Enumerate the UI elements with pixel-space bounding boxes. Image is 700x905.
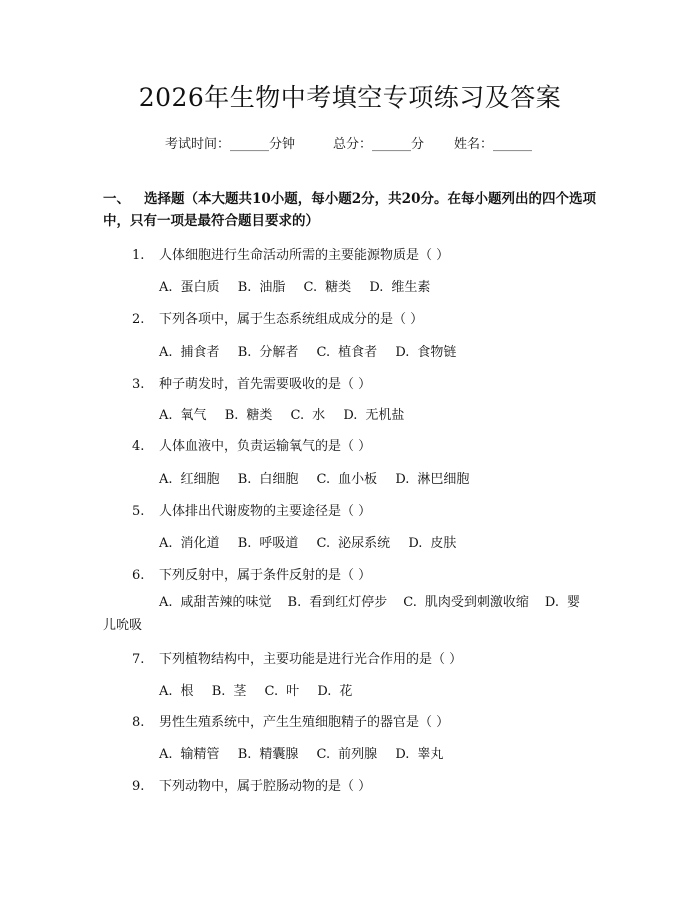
- question-text: 人体排出代谢废物的主要途径是（ ）: [159, 504, 372, 519]
- option-d: D. 维生素: [369, 280, 431, 295]
- page-title: 2026年生物中考填空专项练习及答案: [138, 83, 562, 112]
- question-5-options: [159, 532, 470, 551]
- option-b: B. 呼吸道: [237, 536, 299, 551]
- option-d: D. 皮肤: [408, 536, 457, 551]
- question-number: 5.: [132, 504, 145, 519]
- question-text: 人体血液中，负责运输氧气的是（ ）: [159, 439, 372, 454]
- option-b: B. 看到红灯停步: [287, 595, 388, 610]
- question-number: 9.: [132, 779, 145, 794]
- option-c: C. 泌尿系统: [316, 536, 391, 551]
- question-3-options: [159, 404, 418, 423]
- option-b: B. 糖类: [224, 408, 273, 423]
- option-d: D. 淋巴细胞: [395, 472, 470, 487]
- option-d: D. 食物链: [395, 345, 457, 360]
- option-b: B. 油脂: [237, 280, 286, 295]
- option-d: D. 婴儿吮吸: [103, 595, 580, 633]
- option-d: D. 花: [317, 684, 353, 699]
- total-score-field: 总分：______分: [333, 137, 425, 152]
- question-7: [132, 648, 462, 667]
- option-b: B. 分解者: [237, 345, 299, 360]
- question-text: 下列动物中，属于腔肠动物的是（ ）: [159, 779, 372, 794]
- option-a: A. 消化道: [159, 536, 220, 551]
- question-5: [132, 500, 371, 519]
- option-a: A. 输精管: [159, 747, 220, 762]
- question-4: [132, 435, 371, 454]
- option-d: D. 睾丸: [395, 747, 444, 762]
- option-c: C. 叶: [264, 684, 300, 699]
- option-c: C. 前列腺: [316, 747, 378, 762]
- option-d: D. 无机盐: [343, 408, 405, 423]
- question-3: [132, 373, 371, 392]
- question-text: 人体细胞进行生命活动所需的主要能源物质是（ ）: [159, 248, 450, 263]
- section-number: 一、: [103, 191, 130, 207]
- question-2: [132, 308, 423, 327]
- question-8-options: [159, 743, 457, 762]
- option-c: C. 血小板: [316, 472, 378, 487]
- name-field: 姓名：______: [454, 137, 533, 152]
- option-b: B. 精囊腺: [237, 747, 299, 762]
- question-6: [132, 564, 371, 583]
- section-heading: [103, 188, 603, 232]
- question-number: 4.: [132, 439, 145, 454]
- option-c: C. 糖类: [303, 280, 352, 295]
- question-2-options: [159, 341, 470, 360]
- exam-meta: [165, 133, 532, 152]
- question-text: 下列植物结构中，主要功能是进行光合作用的是（ ）: [159, 652, 463, 667]
- question-1: [132, 244, 449, 263]
- option-b: B. 茎: [211, 684, 247, 699]
- section-instructions: 选择题（本大题共10小题，每小题2分，共20分。在每小题列出的四个选项中，只有一项是最符合题目要求的）: [103, 191, 596, 229]
- question-number: 1.: [132, 248, 145, 263]
- question-number: 6.: [132, 568, 145, 583]
- option-a: A. 氧气: [159, 408, 207, 423]
- question-number: 7.: [132, 652, 145, 667]
- option-a: A. 蛋白质: [159, 280, 220, 295]
- question-number: 8.: [132, 715, 145, 730]
- question-text: 下列各项中，属于生态系统组成成分的是（ ）: [159, 312, 424, 327]
- question-text: 男性生殖系统中，产生生殖细胞精子的器官是（ ）: [159, 715, 450, 730]
- option-a: A. 捕食者: [159, 345, 220, 360]
- option-b: B. 白细胞: [237, 472, 299, 487]
- option-c: C. 植食者: [316, 345, 378, 360]
- option-c: C. 肌肉受到刺激收缩: [403, 595, 529, 610]
- option-c: C. 水: [290, 408, 326, 423]
- option-a: A. 咸甜苦辣的味觉: [159, 595, 272, 610]
- question-text: 种子萌发时，首先需要吸收的是（ ）: [159, 377, 372, 392]
- question-4-options: [159, 468, 483, 487]
- question-1-options: [159, 276, 444, 295]
- question-number: 2.: [132, 312, 145, 327]
- question-6-options: [103, 591, 588, 637]
- option-a: A. 根: [159, 684, 194, 699]
- exam-time-field: 考试时间：______分钟: [165, 137, 296, 152]
- question-number: 3.: [132, 377, 145, 392]
- question-text: 下列反射中，属于条件反射的是（ ）: [159, 568, 372, 583]
- question-8: [132, 711, 449, 730]
- option-a: A. 红细胞: [159, 472, 220, 487]
- question-9: [132, 775, 371, 794]
- question-7-options: [159, 680, 366, 699]
